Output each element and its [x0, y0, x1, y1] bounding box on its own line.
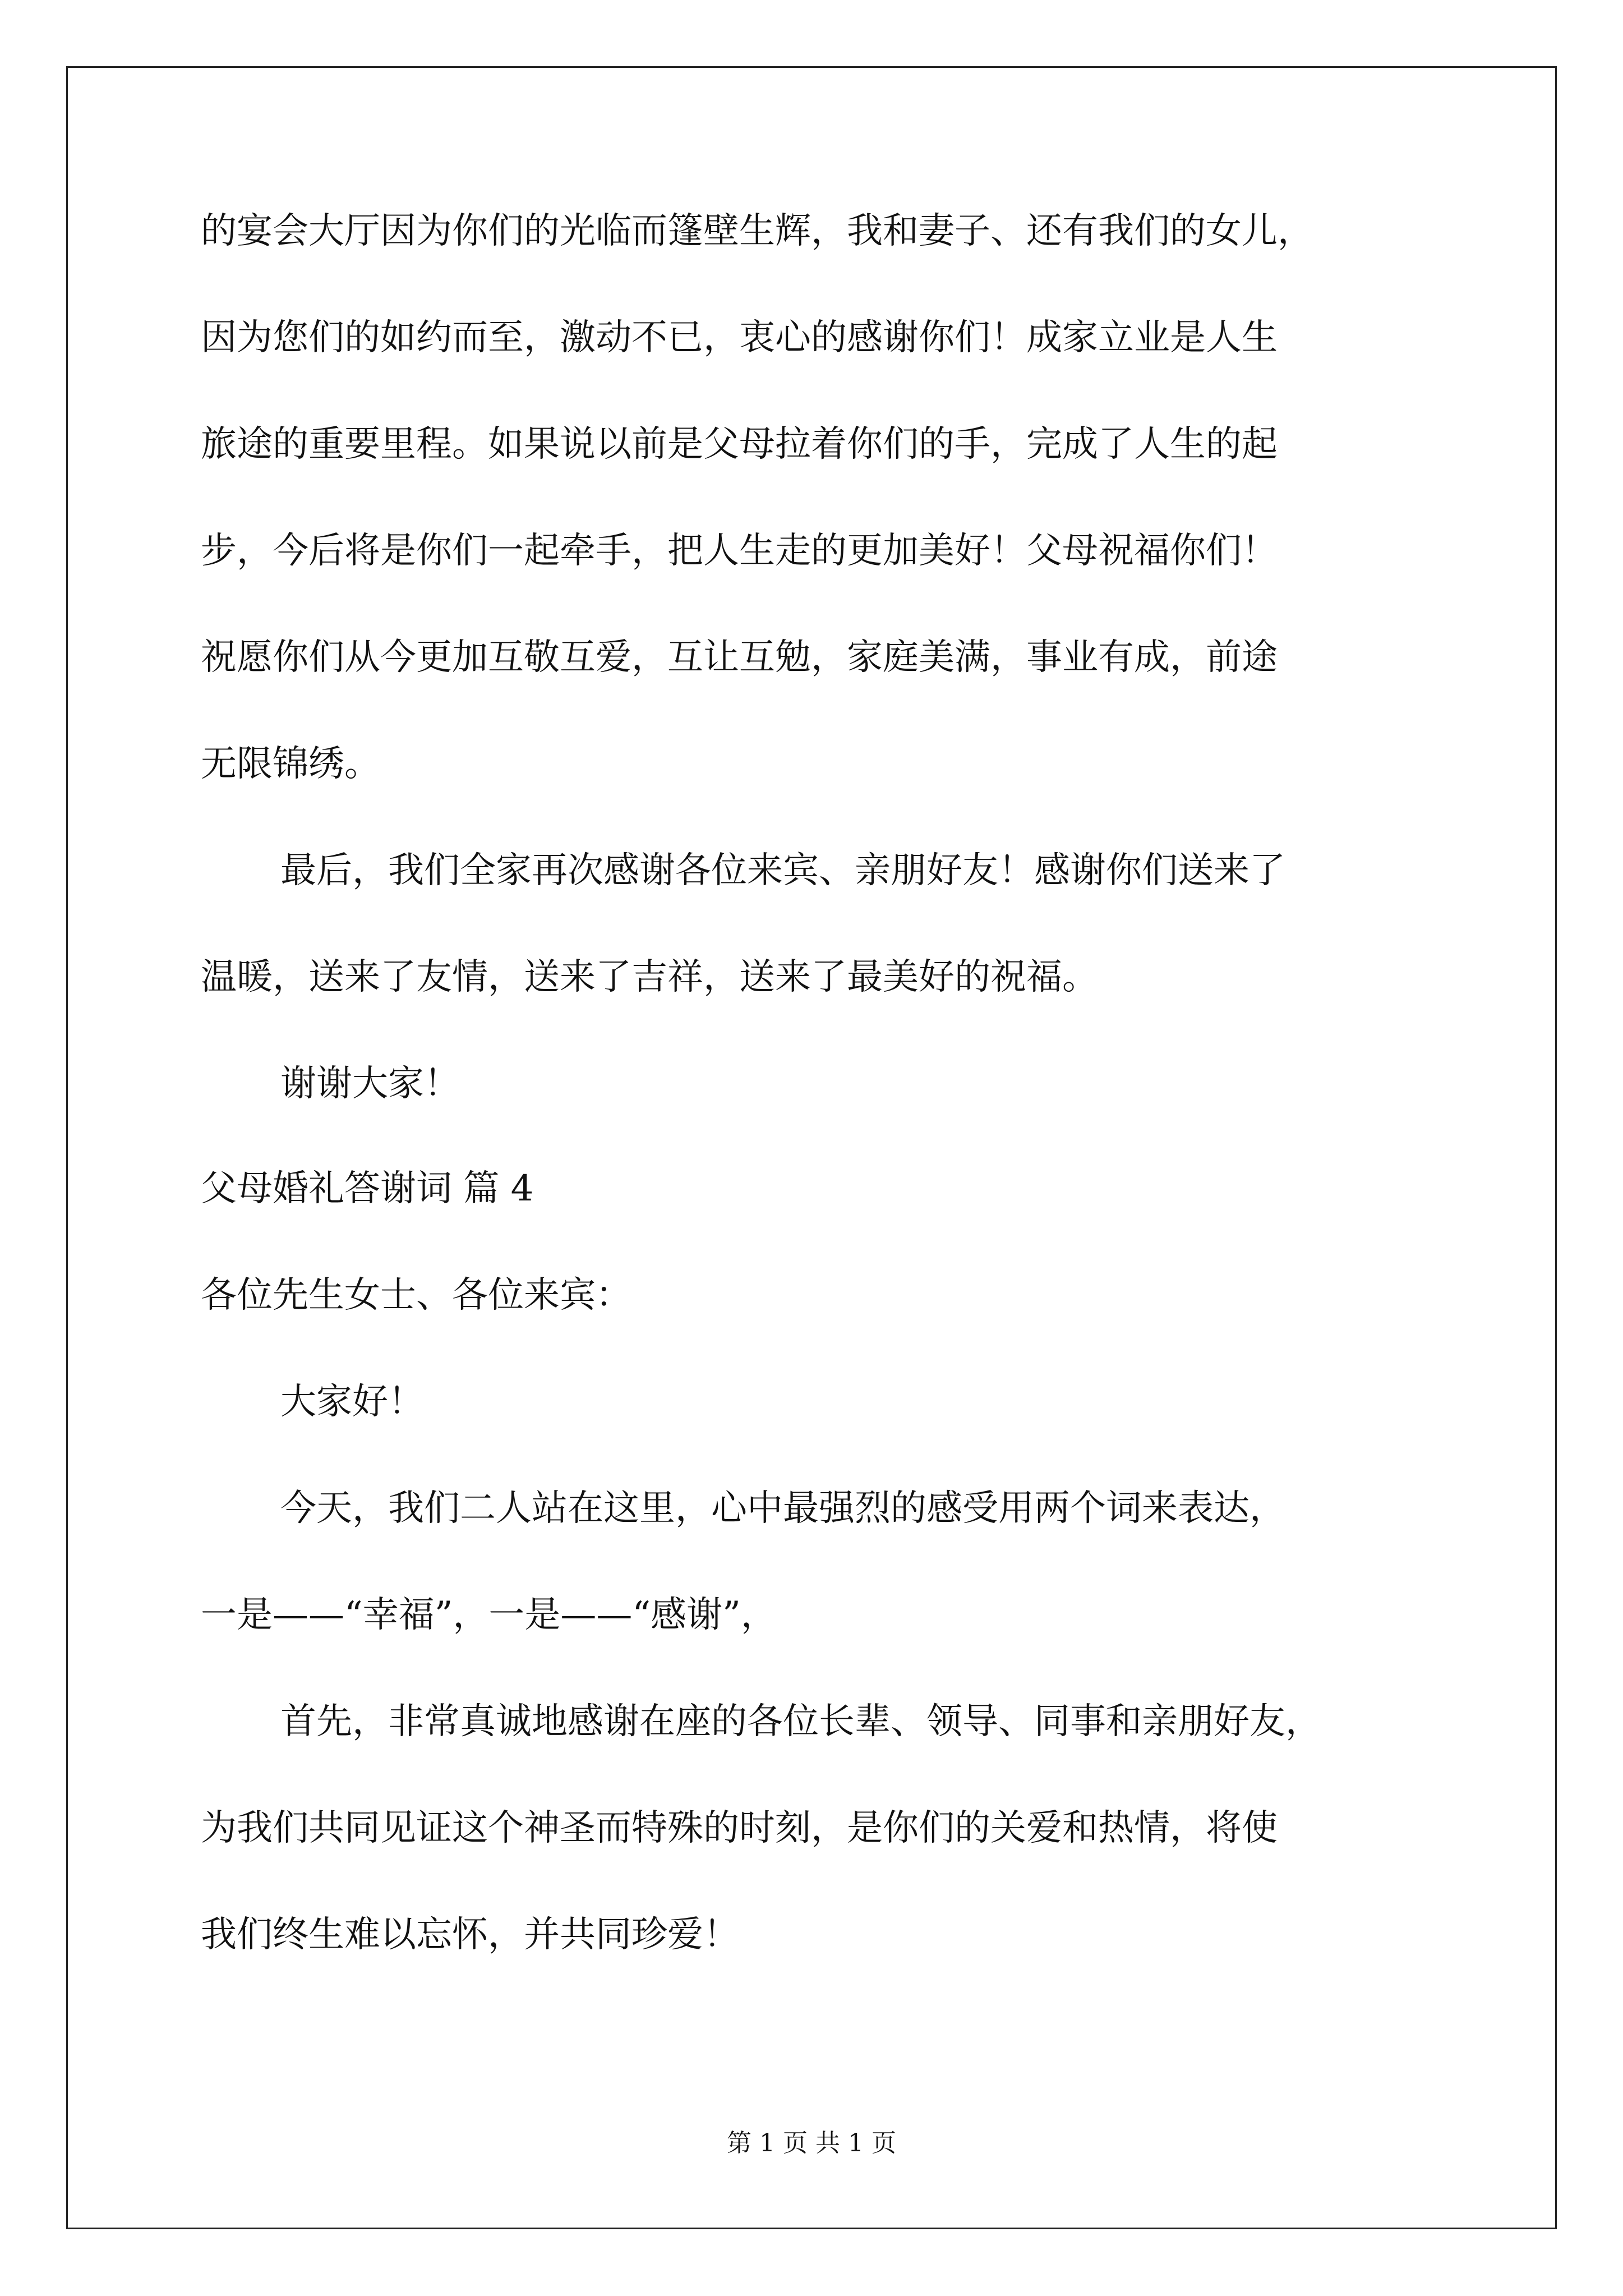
text-line: 大家好！: [280, 1381, 424, 1423]
text-line: 的宴会大厅因为你们的光临而篷壁生辉，我和妻子、还有我们的女儿，: [201, 210, 1313, 252]
page-footer: 第 1 页 共 1 页: [727, 2129, 896, 2157]
text-line: 步，今后将是你们一起牵手，把人生走的更加美好！父母祝福你们！: [201, 530, 1278, 572]
text-line: 因为您们的如约而至，激动不已，衷心的感谢你们！成家立业是人生: [201, 317, 1278, 358]
salutation: 各位先生女士、各位来宾：: [201, 1274, 631, 1316]
text-line: 谢谢大家！: [280, 1063, 460, 1105]
text-line: 旅途的重要里程。如果说以前是父母拉着你们的手，完成了人生的起: [201, 424, 1278, 465]
text-line: 首先，非常真诚地感谢在座的各位长辈、领导、同事和亲朋好友，: [280, 1701, 1321, 1742]
section-heading: 父母婚礼答谢词 篇 4: [201, 1168, 534, 1209]
text-line: 今天，我们二人站在这里，心中最强烈的感受用两个词来表达，: [280, 1488, 1285, 1529]
text-line: 最后，我们全家再次感谢各位来宾、亲朋好友！感谢你们送来了: [280, 850, 1285, 891]
text-line: 祝愿你们从今更加互敬互爱，互让互勉，家庭美满，事业有成，前途: [201, 637, 1278, 678]
text-line: 温暖，送来了友情，送来了吉祥，送来了最美好的祝福。: [201, 956, 1098, 998]
page-border: [66, 66, 1557, 2229]
text-line: 无限锦绣。: [201, 743, 380, 785]
text-line: 一是——“幸福”，一是——“感谢”，: [201, 1594, 777, 1636]
text-line: 为我们共同见证这个神圣而特殊的时刻，是你们的关爱和热情，将使: [201, 1807, 1278, 1849]
text-line: 我们终生难以忘怀，并共同珍爱！: [201, 1914, 739, 1955]
